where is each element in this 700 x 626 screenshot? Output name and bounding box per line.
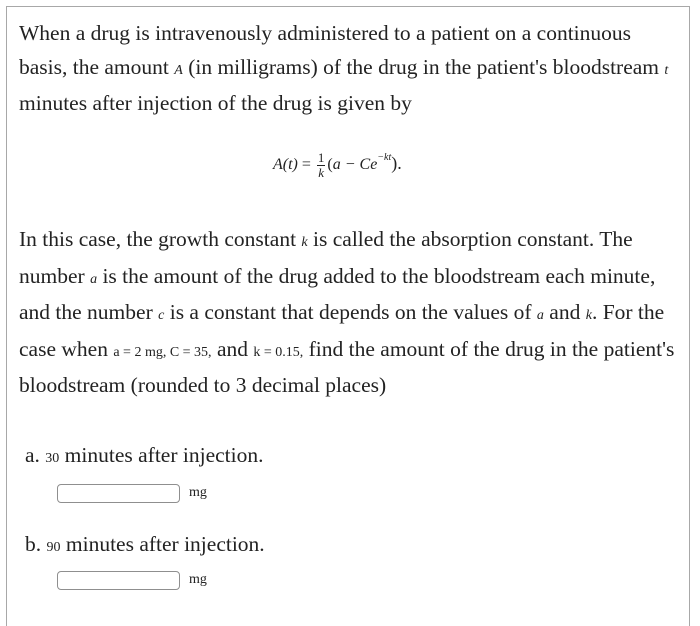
var-t: t [664, 62, 669, 78]
details-text-8: find the amount of the drug in the patient's bloodstream (rounded to 3 decimal places) [19, 336, 675, 397]
part-b-unit: mg [189, 572, 207, 587]
formula-lhs: A(t) [273, 156, 298, 174]
details-text-6: . For the case when [19, 300, 665, 361]
part-a-minutes: 30 [45, 451, 60, 466]
fraction-denominator: k [318, 165, 325, 180]
formula-close-paren: ). [391, 153, 402, 174]
var-c: c [158, 308, 165, 323]
details-text-3: is the amount of the drug added to the bloodstream each minute, and the number [19, 263, 656, 324]
details-text-4: is a constant that depends on the values of [164, 300, 537, 324]
part-b-letter: b. [25, 532, 42, 556]
condition-a-C: a = 2 mg, C = 35, [113, 344, 212, 360]
details-text-5: and [543, 300, 586, 324]
var-A: A [174, 62, 183, 78]
fraction-numerator: 1 [317, 150, 325, 165]
formula-body: a − Ce [332, 156, 378, 174]
part-b [25, 529, 265, 563]
intro-text-2: (in milligrams) of the drug in the patient's bloodstream [182, 54, 665, 79]
var-a-2: a [536, 308, 544, 323]
details-text-2: is called the absorption constant. The number [19, 227, 633, 288]
formula-open-paren: ( [327, 156, 333, 174]
var-k: k [301, 235, 308, 250]
formula-equals: = [297, 156, 315, 174]
condition-k: k = 0.15, [253, 344, 304, 360]
part-a-text: minutes after injection. [59, 443, 264, 467]
var-k-2: k [585, 308, 592, 323]
part-a-unit: mg [189, 485, 207, 500]
part-b-answer-input[interactable] [57, 571, 180, 590]
part-a-letter: a. [25, 443, 40, 467]
part-b-text: minutes after injection. [60, 532, 265, 556]
part-a-answer-input[interactable] [57, 484, 180, 503]
problem-intro [19, 17, 679, 121]
intro-text-1: When a drug is intravenously administered to a patient on a continuous basis, the amount [19, 21, 632, 79]
intro-text-3: minutes after injection of the drug is given by [19, 91, 412, 115]
problem-details [19, 223, 679, 403]
formula [273, 151, 402, 180]
details-text-7: and [211, 336, 254, 361]
var-a: a [90, 271, 98, 287]
part-b-minutes: 90 [46, 540, 61, 555]
formula-fraction [317, 151, 326, 180]
part-a [25, 440, 263, 474]
details-text-1: In this case, the growth constant [19, 227, 302, 251]
formula-exponent: −kt [377, 152, 392, 164]
